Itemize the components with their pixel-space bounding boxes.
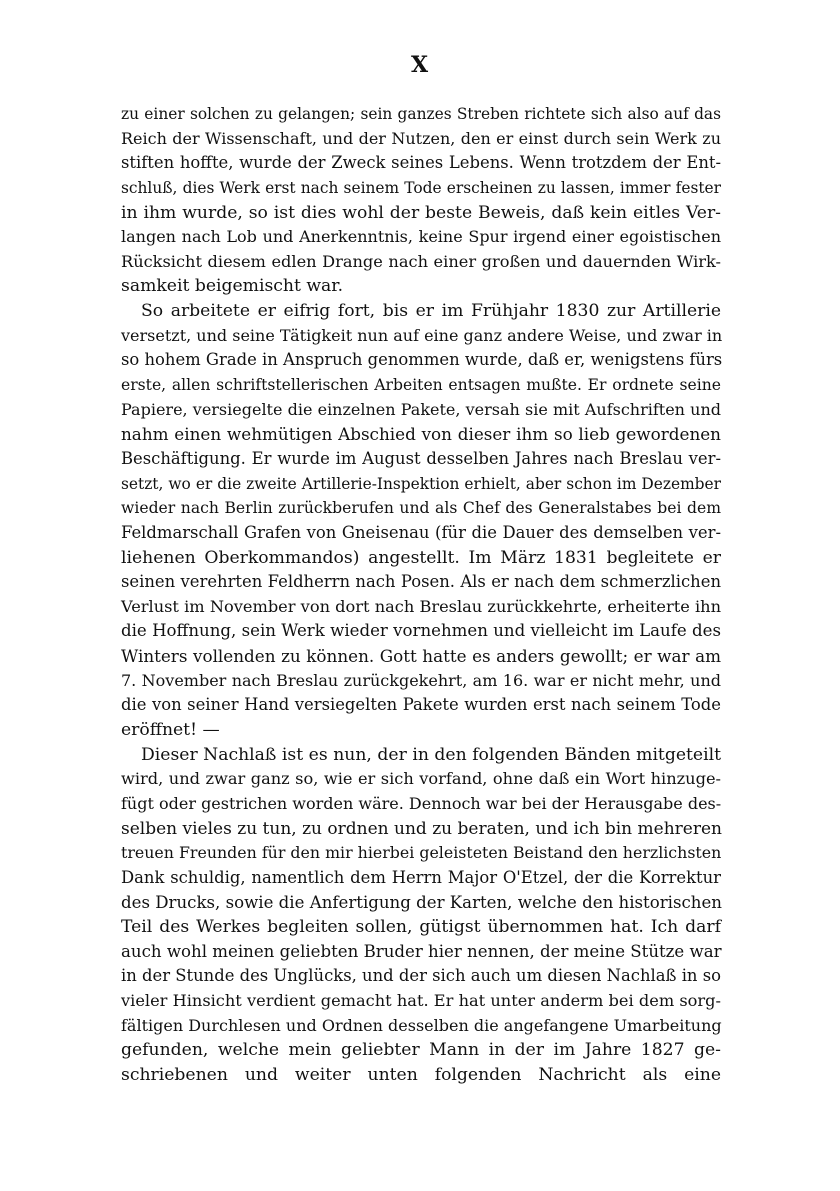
text-line: auch wohl meinen geliebten Bruder hier nennen, der meine Stütze war — [121, 941, 722, 961]
text-line: vieler Hinsicht verdient gemacht hat. Er hat unter anderm bei dem sorg- — [121, 991, 721, 1011]
text-line: Feldmarschall Grafen von Gneisenau (für die Dauer des demselben ver- — [121, 522, 721, 542]
text-line: Reich der Wissenschaft, und der Nutzen, den er einst durch sein Werk zu — [121, 128, 721, 148]
text-line: setzt, wo er die zweite Artillerie-Inspektion erhielt, aber schon im Dezember — [121, 474, 721, 493]
text-line: erste, allen schriftstellerischen Arbeiten entsagen mußte. Er ordnete seine — [121, 376, 721, 395]
text-line: samkeit beigemischt war. — [121, 276, 344, 297]
text-line: treuen Freunden für den mir hierbei geleisteten Beistand den herzlichsten — [121, 843, 722, 863]
text-line: Winters vollenden zu können. Gott hatte es anders gewollt; er war am — [121, 646, 721, 667]
text-line: wieder nach Berlin zurückberufen und als Chef des Generalstabes bei dem — [121, 499, 721, 518]
text-line: Teil des Werkes begleiten sollen, gütigst übernommen hat. Ich darf — [121, 917, 721, 938]
text-line: nahm einen wehmütigen Abschied von dieser ihm so lieb gewordenen — [121, 424, 721, 445]
text-line: liehenen Oberkommandos) angestellt. Im März 1831 begleitete er — [121, 547, 721, 568]
text-line: Beschäftigung. Er wurde im August desselben Jahres nach Breslau ver- — [121, 448, 721, 468]
text-line: Verlust im November von dort nach Breslau zurückkehrte, erheiterte ihn — [121, 596, 721, 616]
text-line: des Drucks, sowie die Anfertigung der Karten, welche den historischen — [121, 892, 722, 912]
text-line: 7. November nach Breslau zurückgekehrt, am 16. war er nicht mehr, und — [121, 670, 721, 690]
page-number: X — [410, 52, 430, 78]
text-line: die von seiner Hand versiegelten Pakete wurden erst nach seinem Tode — [121, 695, 721, 715]
text-line: seinen verehrten Feldherrn nach Posen. Als er nach dem schmerzlichen — [121, 572, 721, 592]
text-line: schluß, dies Werk erst nach seinem Tode erscheinen zu lassen, immer fester — [121, 178, 721, 197]
text-line: langen nach Lob und Anerkenntnis, keine Spur irgend einer egoistischen — [121, 227, 721, 247]
text-line: so hohem Grade in Anspruch genommen wurde, daß er, wenigstens fürs — [121, 350, 723, 370]
text-line: selben vieles zu tun, zu ordnen und zu beraten, und ich bin mehreren — [121, 818, 722, 839]
text-line: Rücksicht diesem edlen Drange nach einer großen und dauernden Wirk- — [121, 251, 721, 271]
text-line: gefunden, welche mein geliebter Mann in der im Jahre 1827 ge- — [121, 1040, 721, 1061]
text-line: wird, und zwar ganz so, wie er sich vorfand, ohne daß ein Wort hinzuge- — [121, 769, 721, 789]
body-text — [121, 102, 721, 1088]
text-line: schriebenen und weiter unten folgenden Nachricht als eine — [121, 1064, 721, 1085]
text-line: Dank schuldig, namentlich dem Herrn Major O'Etzel, der die Korrektur — [121, 867, 721, 887]
text-line: Dieser Nachlaß ist es nun, der in den folgenden Bänden mitgeteilt — [141, 744, 721, 765]
text-line: zu einer solchen zu gelangen; sein ganzes Streben richtete sich also auf das — [121, 105, 721, 123]
text-line: fügt oder gestrichen worden wäre. Dennoch war bei der Herausgabe des- — [121, 793, 722, 813]
text-line: Papiere, versiegelte die einzelnen Pakete, versah sie mit Aufschriften und — [121, 399, 721, 419]
text-line: fältigen Durchlesen und Ordnen desselben die angefangene Umarbeitung — [121, 1015, 722, 1035]
text-line: eröffnet! — — [121, 720, 220, 741]
text-line: So arbeitete er eifrig fort, bis er im Frühjahr 1830 zur Artillerie — [141, 301, 721, 322]
text-line: versetzt, und seine Tätigkeit nun auf eine ganz andere Weise, und zwar in — [121, 325, 723, 345]
text-line: in der Stunde des Unglücks, und der sich auch um diesen Nachlaß in so — [121, 966, 721, 986]
text-line: in ihm wurde, so ist dies wohl der beste Beweis, daß kein eitles Ver- — [121, 202, 721, 223]
text-line: stiften hoffte, wurde der Zweck seines Lebens. Wenn trotzdem der Ent- — [121, 153, 721, 173]
text-line: die Hoffnung, sein Werk wieder vornehmen und vielleicht im Laufe des — [121, 621, 721, 641]
